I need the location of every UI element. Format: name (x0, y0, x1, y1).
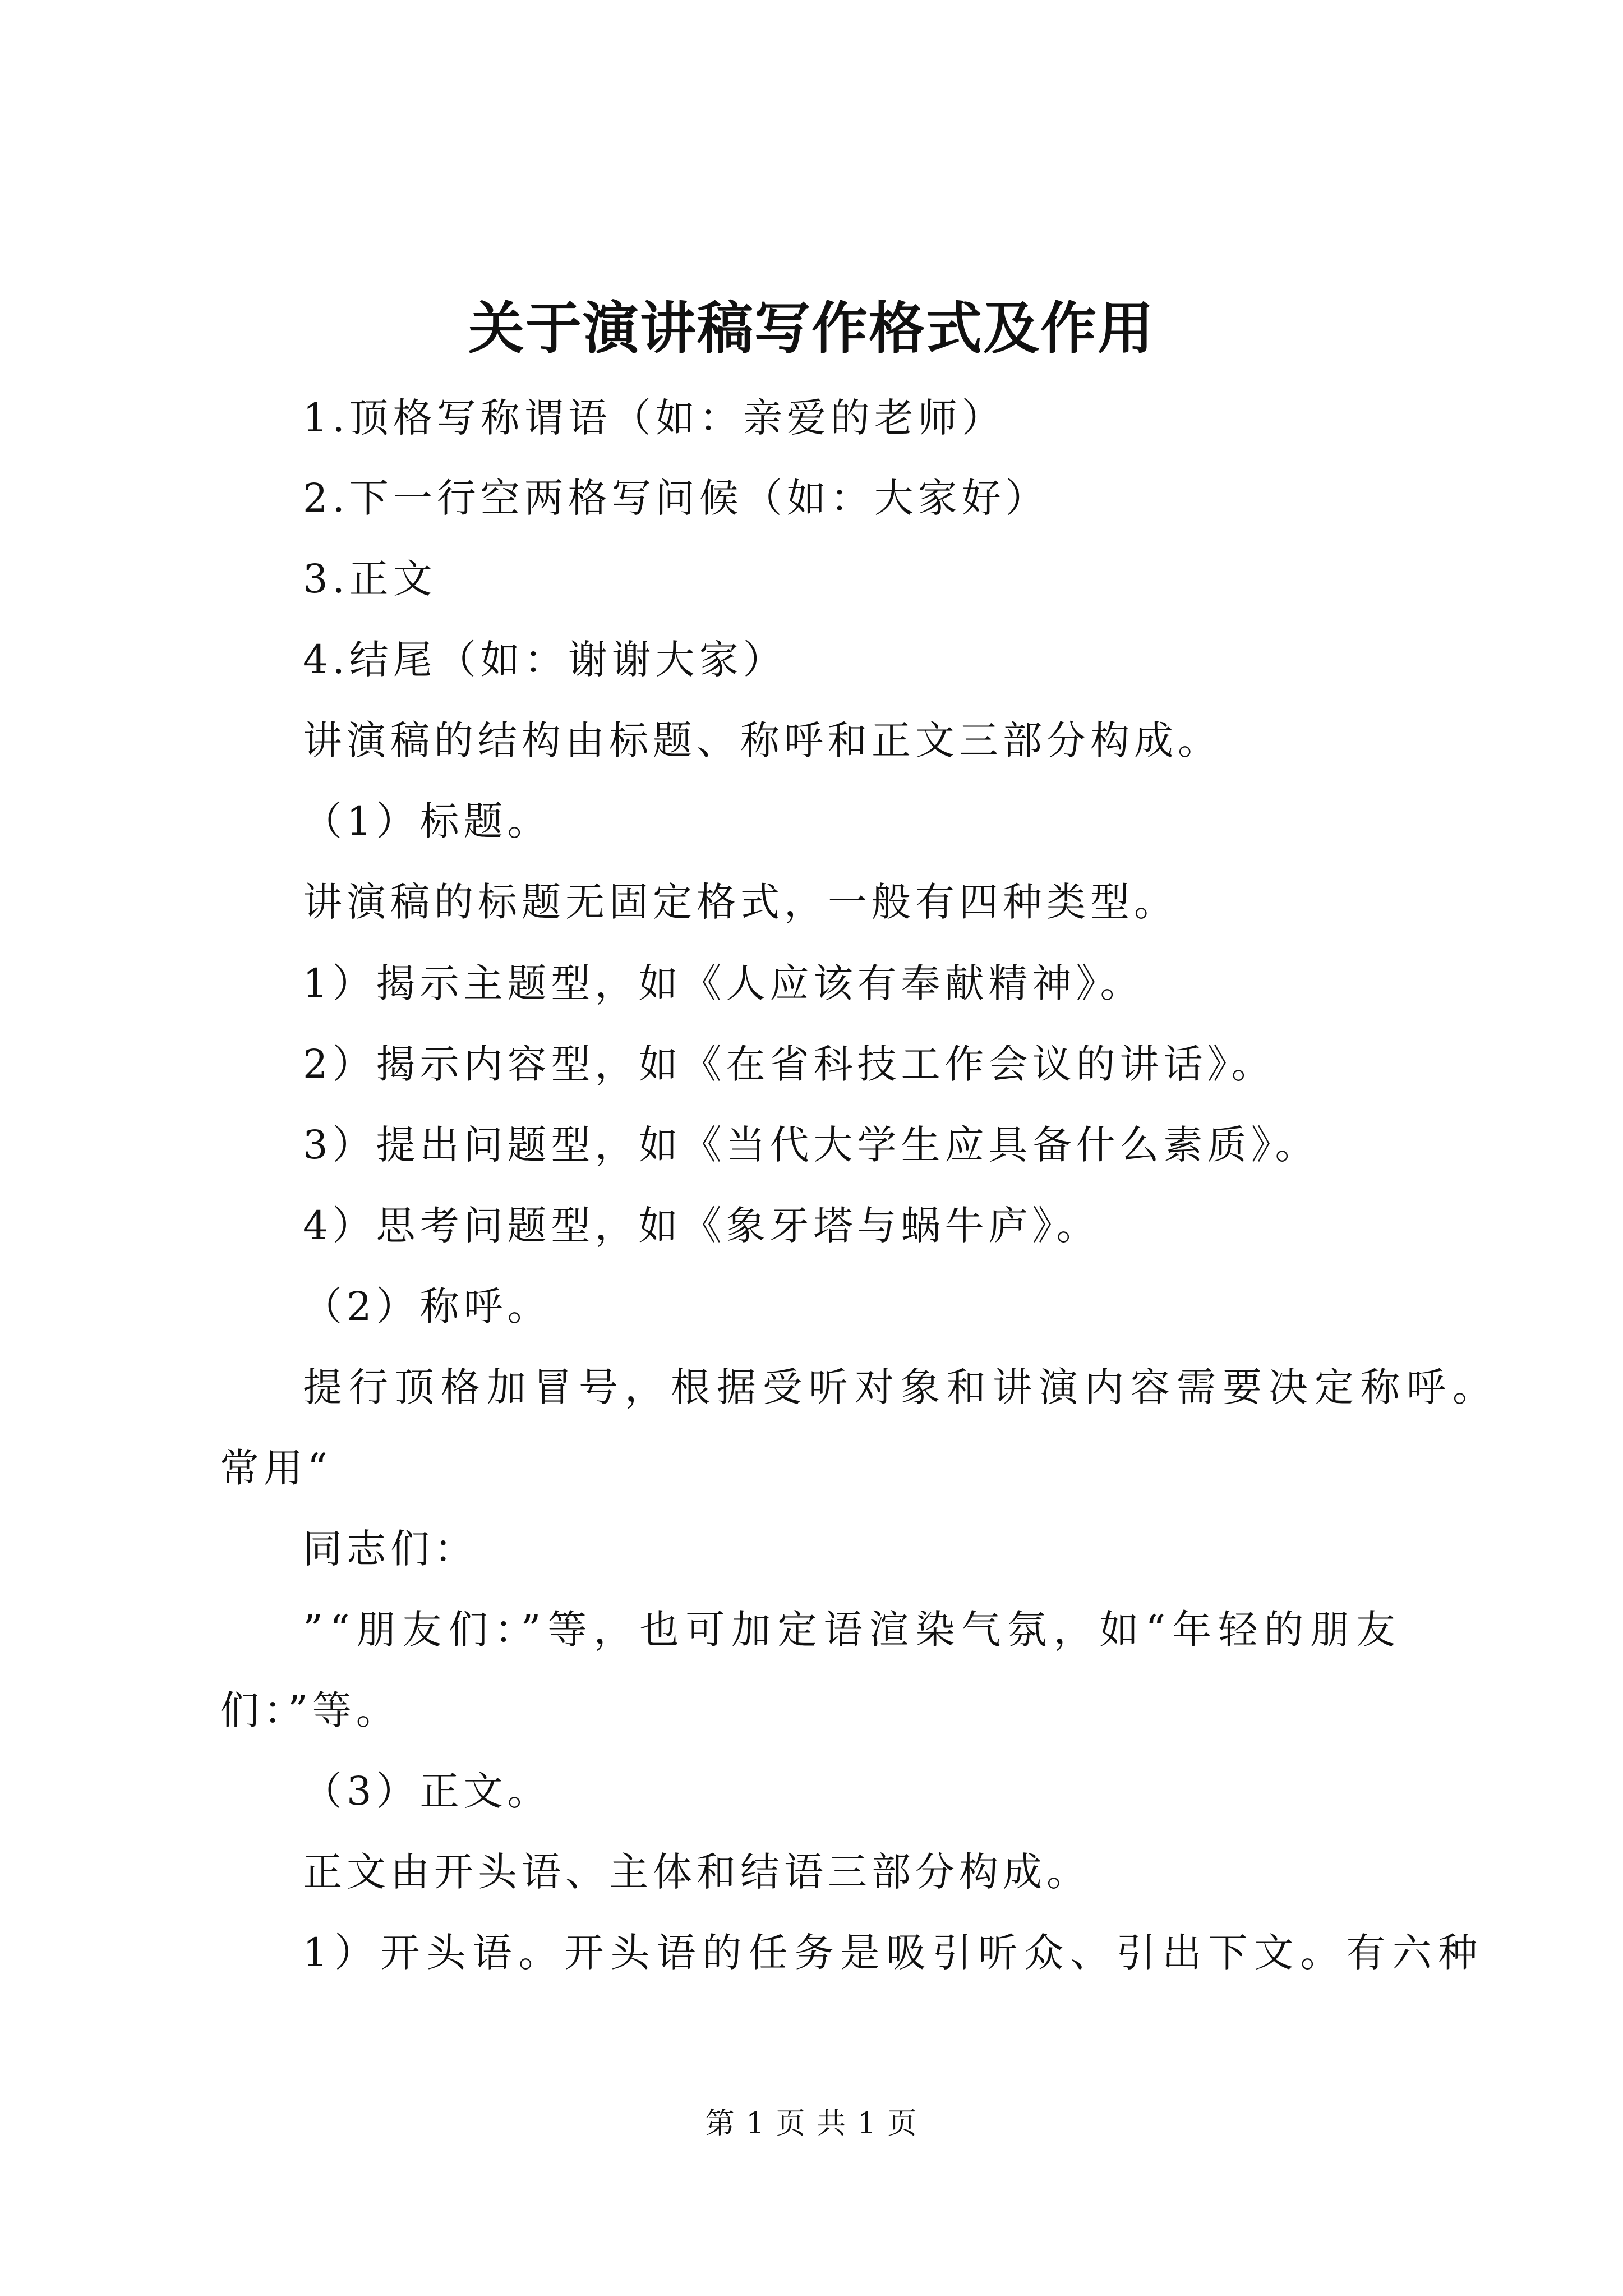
text-line: 1）开头语。开头语的任务是吸引听众、引出下文。有六种 (303, 1930, 1484, 1976)
text-line: 讲演稿的标题无固定格式，一般有四种类型。 (303, 879, 1178, 925)
text-line: ”“朋友们：”等，也可加定语渲染气氛，如“年轻的朋友 (303, 1607, 1403, 1653)
text-line: 2）揭示内容型，如《在省科技工作会议的讲话》。 (303, 1041, 1275, 1087)
text-line: 提行顶格加冒号，根据受听对象和讲演内容需要决定称呼。 (303, 1364, 1498, 1410)
text-line: 讲演稿的结构由标题、称呼和正文三部分构成。 (303, 717, 1221, 763)
text-line: 正文由开头语、主体和结语三部分构成。 (303, 1849, 1090, 1895)
text-line: 4）思考问题型，如《象牙塔与蜗牛庐》。 (303, 1203, 1100, 1249)
text-line: 1.顶格写称谓语（如：亲爱的老师） (303, 395, 1006, 441)
page-number-footer: 第 1 页 共 1 页 (705, 2107, 918, 2141)
text-line: 1）揭示主题型，如《人应该有奉献精神》。 (303, 960, 1144, 1006)
text-line: 4.结尾（如：谢谢大家） (303, 637, 787, 683)
text-line: 3）提出问题型，如《当代大学生应具备什么素质》。 (303, 1122, 1319, 1168)
text-line: （2）称呼。 (303, 1283, 551, 1329)
text-line: 3.正文 (303, 556, 437, 602)
document-title: 关于演讲稿写作格式及作用 (468, 295, 1155, 361)
text-line: 同志们： (303, 1526, 478, 1572)
text-line: （1）标题。 (303, 798, 551, 844)
text-line: 们：”等。 (220, 1687, 400, 1733)
text-line: 常用“ (220, 1445, 332, 1491)
text-line: 2.下一行空两格写问候（如：大家好） (303, 475, 1049, 521)
text-line: （3）正文。 (303, 1768, 551, 1814)
